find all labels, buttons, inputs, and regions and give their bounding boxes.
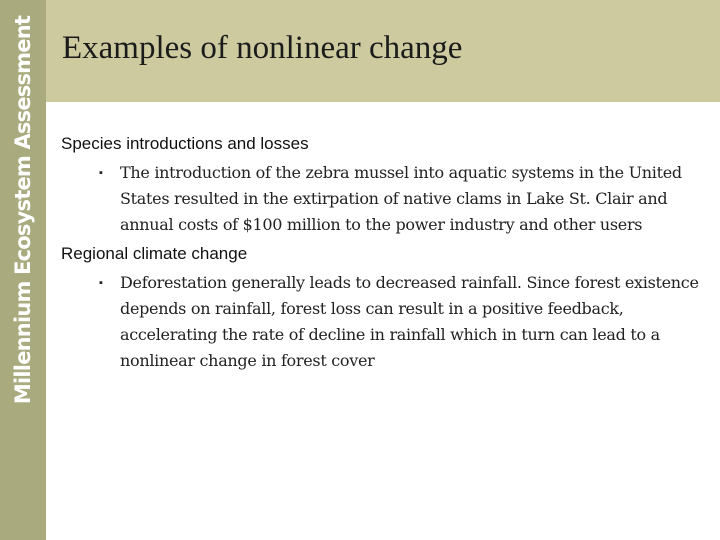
slide-content xyxy=(61,133,701,379)
brand-logo-text: Millennium Ecosystem Assessment xyxy=(11,15,35,405)
bullet-item xyxy=(61,270,701,374)
section-species-introductions xyxy=(61,133,701,238)
slide-title: Examples of nonlinear change xyxy=(62,30,463,66)
section-heading: Species introductions and losses xyxy=(61,134,309,153)
section-heading: Regional climate change xyxy=(61,244,248,263)
section-regional-climate xyxy=(61,243,701,374)
bullet-text: The introduction of the zebra mussel into aquatic systems in the United States resulted in the extirpation of native clams in Lake St. Clair and annual costs of $100 million to the power industry and other users xyxy=(120,163,682,234)
bullet-item xyxy=(61,160,701,238)
square-bullet-icon: ▪ xyxy=(99,167,103,179)
title-bar xyxy=(46,0,720,102)
sidebar xyxy=(0,0,46,540)
square-bullet-icon: ▪ xyxy=(99,277,103,289)
bullet-text: Deforestation generally leads to decreased rainfall. Since forest existence depends on rainfall, forest loss can result in a positive feedback, accelerating the rate of decline in rainfall which in turn can lead to a nonlinear change in forest cover xyxy=(120,273,699,370)
